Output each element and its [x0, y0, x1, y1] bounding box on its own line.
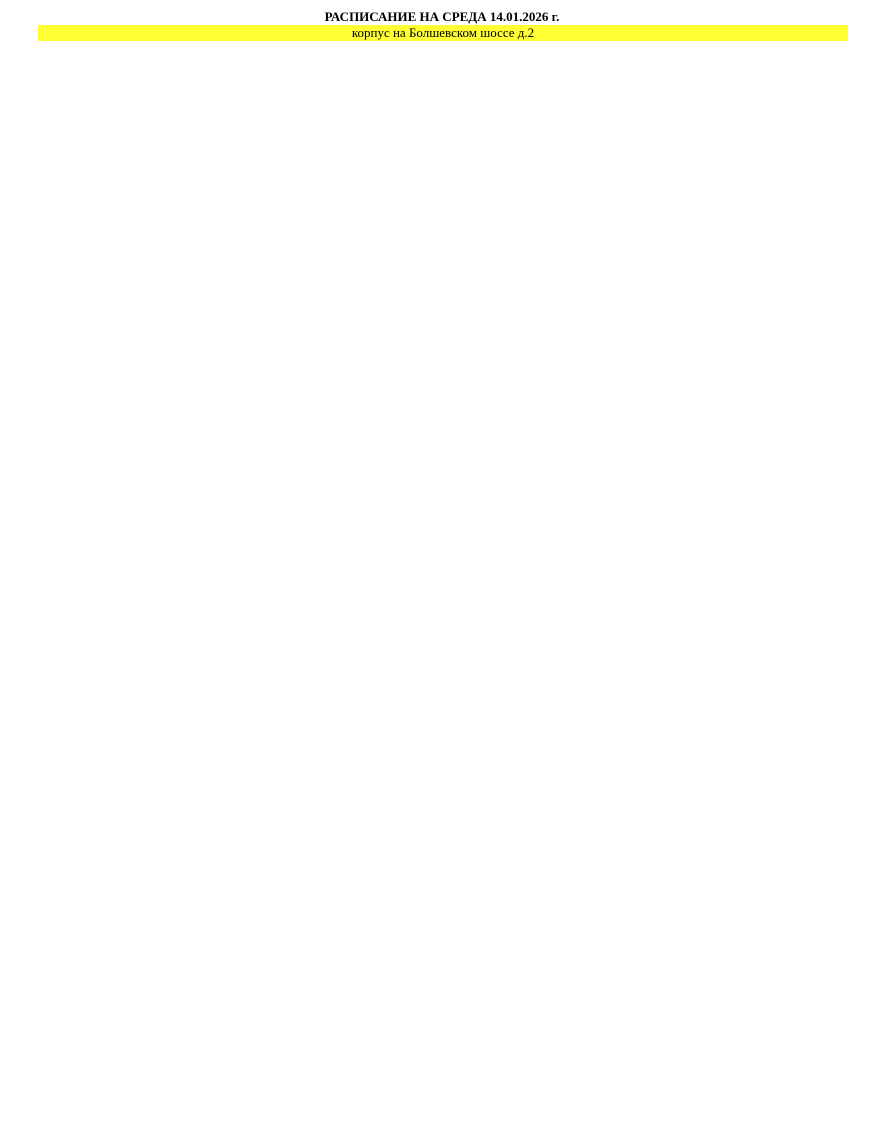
page-title: РАСПИСАНИЕ НА СРЕДА 14.01.2026 г.	[324, 9, 560, 24]
building-banner: корпус на Болшевском шоссе д.2	[38, 25, 848, 41]
